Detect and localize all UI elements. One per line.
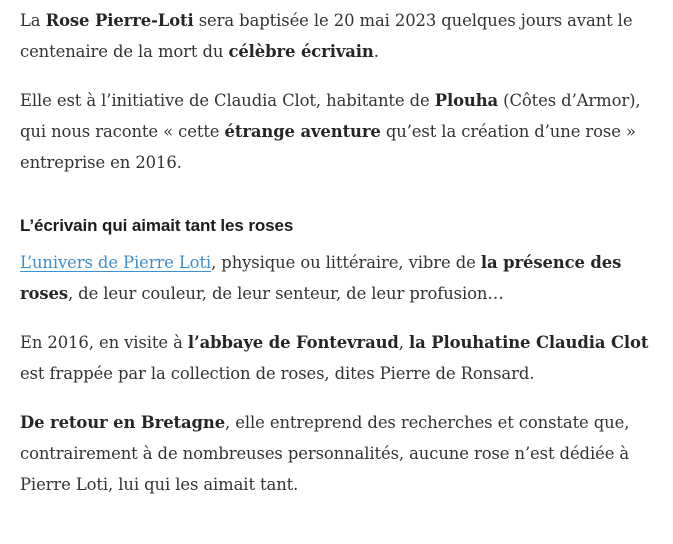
text: sera baptisée le 20 mai 2023 quelques jours avant le centenaire de la mort du [20, 11, 633, 61]
text: La [20, 11, 46, 30]
bold-text: étrange aventure [224, 122, 381, 141]
text: . [373, 42, 379, 61]
text: , physique ou littéraire, vibre de [211, 253, 481, 272]
paragraph-initiative [20, 85, 656, 178]
paragraph-fontevraud [20, 327, 656, 389]
bold-text: la présence des roses [20, 253, 622, 303]
text: qu’est la création d’une rose » entreprise en 2016. [20, 122, 636, 172]
text: En 2016, en visite à [20, 333, 188, 352]
bold-text: Plouha [434, 91, 499, 110]
bold-text: l’abbaye de Fontevraud [187, 333, 399, 352]
bold-text: la Plouhatine Claudia Clot [409, 333, 649, 352]
text: (Côtes d’Armor), qui nous raconte « cette [20, 91, 641, 141]
bold-text: célèbre écrivain [228, 42, 374, 61]
bold-text: De retour en Bretagne [20, 413, 226, 432]
text: , elle entreprend des recherches et constate que, contrairement à de nombreuses personnalités, aucune rose n’est dédiée à Pierre Loti, lui qui les aimait tant. [20, 413, 630, 494]
text: , de leur couleur, de leur senteur, de leur profusion… [67, 284, 504, 303]
paragraph-intro [20, 5, 656, 67]
text: est frappée par la collection de roses, dites Pierre de Ronsard. [20, 364, 535, 383]
paragraph-univers [20, 247, 656, 309]
section-heading: L’écrivain qui aimait tant les roses [20, 216, 294, 235]
article-body [20, 5, 656, 518]
pierre-loti-link[interactable]: L’univers de Pierre Loti [20, 253, 212, 272]
bold-text: Rose Pierre-Loti [45, 11, 194, 30]
text: , [398, 333, 410, 352]
text: Elle est à l’initiative de Claudia Clot, habitante de [20, 91, 435, 110]
paragraph-bretagne [20, 407, 656, 500]
